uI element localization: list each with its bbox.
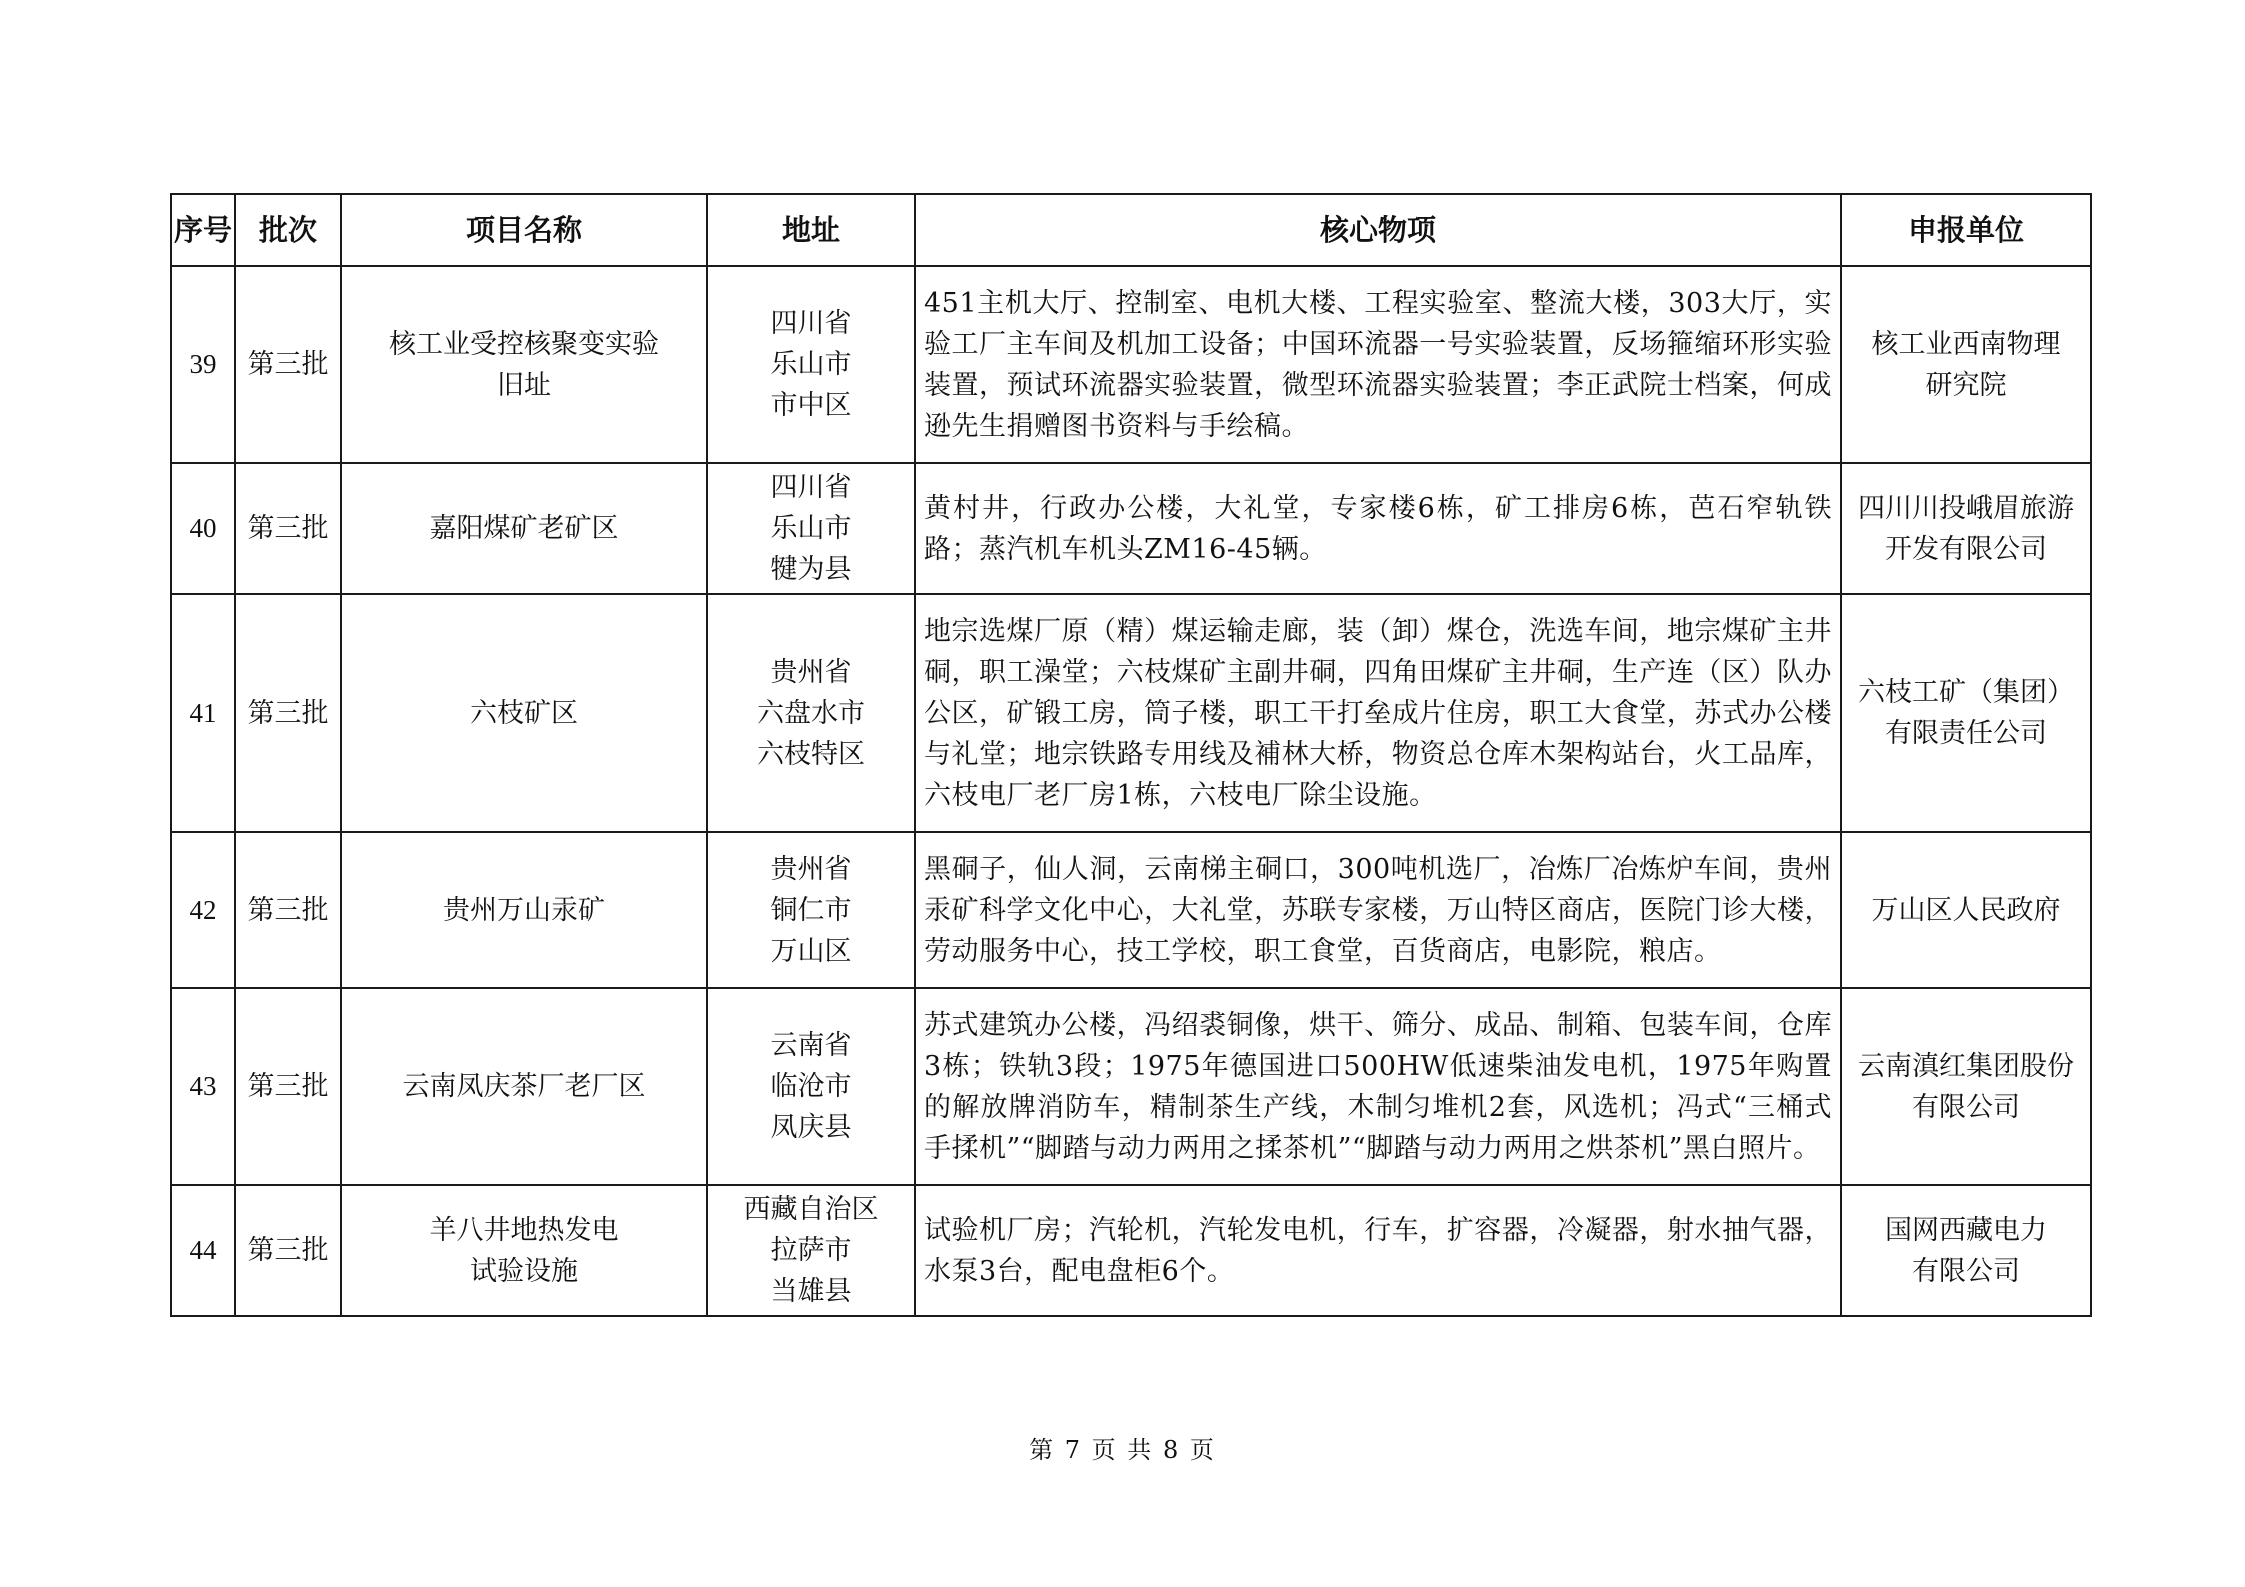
row-project-name: 嘉阳煤矿老矿区 bbox=[341, 463, 707, 594]
row-seq: 40 bbox=[171, 463, 235, 594]
header-project-name: 项目名称 bbox=[341, 194, 707, 266]
row-project-name: 贵州万山汞矿 bbox=[341, 832, 707, 988]
row-batch: 第三批 bbox=[235, 463, 341, 594]
row-core-items: 地宗选煤厂原（精）煤运输走廊，装（卸）煤仓，洗选车间，地宗煤矿主井硐，职工澡堂；六枝煤矿主副井硐，四角田煤矿主井硐，生产连（区）队办公区，矿锻工房，筒子楼，职工干打垒成片住房，职工大食堂，苏式办公楼与礼堂；地宗铁路专用线及補林大桥，物资总仓库木架构站台，火工品库，六枝电厂老厂房1栋，六枝电厂除尘设施。 bbox=[915, 594, 1841, 832]
header-seq: 序号 bbox=[171, 194, 235, 266]
header-batch: 批次 bbox=[235, 194, 341, 266]
row-address: 贵州省 六盘水市 六枝特区 bbox=[707, 594, 915, 832]
row-project-name: 云南凤庆茶厂老厂区 bbox=[341, 988, 707, 1185]
row-batch: 第三批 bbox=[235, 832, 341, 988]
row-core-items: 黑硐子，仙人洞，云南梯主硐口，300吨机选厂，冶炼厂冶炼炉车间，贵州汞矿科学文化中心，大礼堂，苏联专家楼，万山特区商店，医院门诊大楼，劳动服务中心，技工学校，职工食堂，百货商店，电影院，粮店。 bbox=[915, 832, 1841, 988]
row-address: 西藏自治区 拉萨市 当雄县 bbox=[707, 1185, 915, 1316]
row-applicant: 核工业西南物理 研究院 bbox=[1841, 266, 2091, 463]
table-row bbox=[171, 832, 2091, 988]
row-project-name: 核工业受控核聚变实验 旧址 bbox=[341, 266, 707, 463]
row-core-items: 苏式建筑办公楼，冯绍裘铜像，烘干、筛分、成品、制箱、包装车间，仓库3栋；铁轨3段；1975年德国进口500HW低速柴油发电机，1975年购置的解放牌消防车，精制茶生产线，木制匀堆机2套，风选机；冯式“三桶式手揉机”“脚踏与动力两用之揉茶机”“脚踏与动力两用之烘茶机”黑白照片。 bbox=[915, 988, 1841, 1185]
table-row bbox=[171, 463, 2091, 594]
row-project-name: 六枝矿区 bbox=[341, 594, 707, 832]
table-row bbox=[171, 988, 2091, 1185]
row-project-name: 羊八井地热发电 试验设施 bbox=[341, 1185, 707, 1316]
row-applicant: 四川川投峨眉旅游 开发有限公司 bbox=[1841, 463, 2091, 594]
page-number-footer: 第 7 页 共 8 页 bbox=[1029, 1436, 1216, 1464]
row-seq: 42 bbox=[171, 832, 235, 988]
row-applicant: 六枝工矿（集团） 有限责任公司 bbox=[1841, 594, 2091, 832]
row-seq: 44 bbox=[171, 1185, 235, 1316]
table-header-row bbox=[171, 194, 2091, 266]
row-batch: 第三批 bbox=[235, 594, 341, 832]
row-batch: 第三批 bbox=[235, 1185, 341, 1316]
row-batch: 第三批 bbox=[235, 988, 341, 1185]
row-seq: 41 bbox=[171, 594, 235, 832]
row-applicant: 万山区人民政府 bbox=[1841, 832, 2091, 988]
table-row bbox=[171, 594, 2091, 832]
header-applicant: 申报单位 bbox=[1841, 194, 2091, 266]
row-core-items: 试验机厂房；汽轮机，汽轮发电机，行车，扩容器，冷凝器，射水抽气器，水泵3台，配电盘柜6个。 bbox=[915, 1185, 1841, 1316]
row-applicant: 国网西藏电力 有限公司 bbox=[1841, 1185, 2091, 1316]
row-address: 四川省 乐山市 市中区 bbox=[707, 266, 915, 463]
table-row bbox=[171, 266, 2091, 463]
row-address: 云南省 临沧市 凤庆县 bbox=[707, 988, 915, 1185]
header-address: 地址 bbox=[707, 194, 915, 266]
row-batch: 第三批 bbox=[235, 266, 341, 463]
heritage-list-table bbox=[170, 193, 2092, 1317]
row-address: 四川省 乐山市 犍为县 bbox=[707, 463, 915, 594]
row-seq: 43 bbox=[171, 988, 235, 1185]
header-core-items: 核心物项 bbox=[915, 194, 1841, 266]
row-applicant: 云南滇红集团股份 有限公司 bbox=[1841, 988, 2091, 1185]
row-address: 贵州省 铜仁市 万山区 bbox=[707, 832, 915, 988]
row-seq: 39 bbox=[171, 266, 235, 463]
row-core-items: 451主机大厅、控制室、电机大楼、工程实验室、整流大楼，303大厅，实验工厂主车间及机加工设备；中国环流器一号实验装置，反场箍缩环形实验装置，预试环流器实验装置，微型环流器实验装置；李正武院士档案，何成逊先生捐赠图书资料与手绘稿。 bbox=[915, 266, 1841, 463]
row-core-items: 黄村井，行政办公楼，大礼堂，专家楼6栋，矿工排房6栋，芭石窄轨铁路；蒸汽机车机头ZM16-45辆。 bbox=[915, 463, 1841, 594]
table-row bbox=[171, 1185, 2091, 1316]
